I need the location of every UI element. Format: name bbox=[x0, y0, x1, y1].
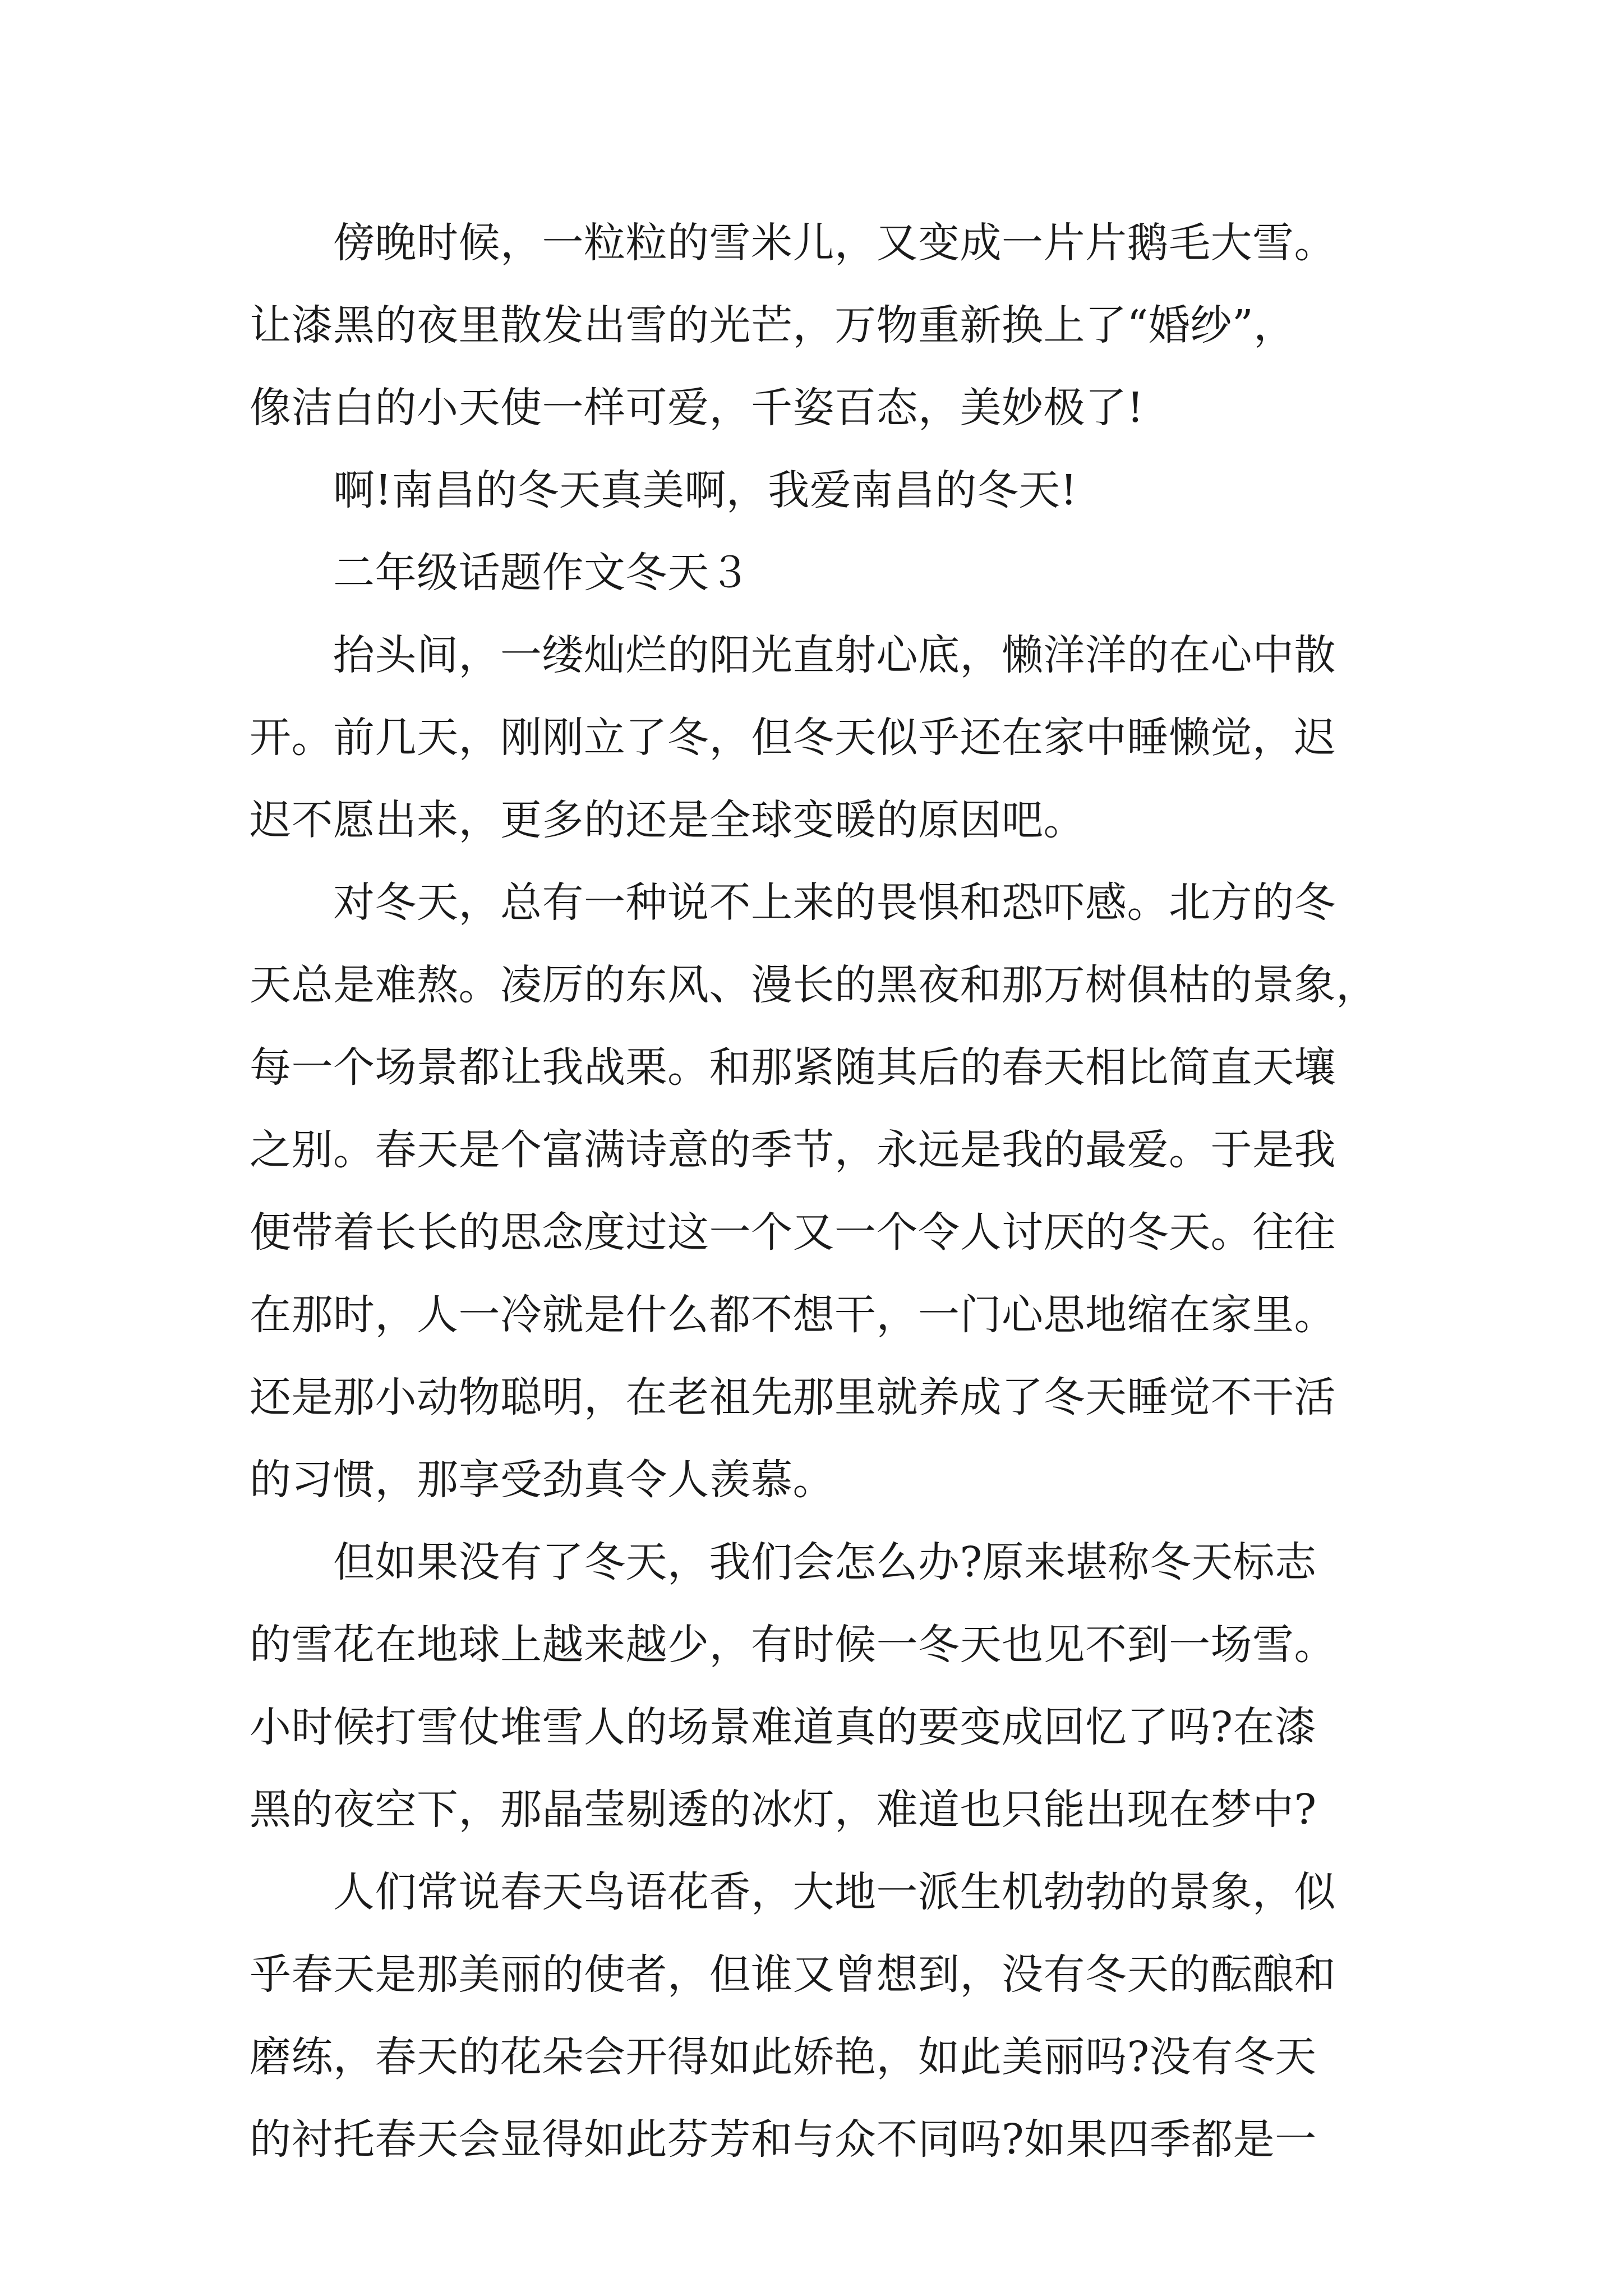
text-line: 傍晚时候，一粒粒的雪米儿，又变成一片片鹅毛大雪。 bbox=[250, 219, 1336, 267]
document-body bbox=[250, 202, 1388, 2181]
text-line: 每一个场景都让我战栗。和那紧随其后的春天相比简直天壤 bbox=[250, 1043, 1336, 1092]
text-line: 的衬托春天会显得如此芬芳和与众不同吗?如果四季都是一 bbox=[250, 2115, 1317, 2164]
text-line: 磨练，春天的花朵会开得如此娇艳，如此美丽吗?没有冬天 bbox=[250, 2033, 1317, 2081]
text-line: 的雪花在地球上越来越少，有时候一冬天也见不到一场雪。 bbox=[250, 1621, 1336, 1669]
paragraph bbox=[250, 1851, 1388, 2181]
text-line: 抬头间，一缕灿烂的阳光直射心底，懒洋洋的在心中散 bbox=[250, 631, 1336, 679]
text-line: 但如果没有了冬天，我们会怎么办?原来堪称冬天标志 bbox=[250, 1538, 1317, 1586]
paragraph bbox=[250, 449, 1388, 532]
text-line: 黑的夜空下，那晶莹剔透的冰灯，难道也只能出现在梦中? bbox=[250, 1786, 1317, 1834]
text-line: 在那时，人一冷就是什么都不想干，一门心思地缩在家里。 bbox=[250, 1291, 1336, 1339]
text-line: 小时候打雪仗堆雪人的场景难道真的要变成回忆了吗?在漆 bbox=[250, 1703, 1317, 1751]
text-line: 让漆黑的夜里散发出雪的光芒，万物重新换上了“婚纱”， bbox=[250, 301, 1295, 349]
text-line: 像洁白的小天使一样可爱，千姿百态，美妙极了! bbox=[250, 384, 1144, 432]
text-line: 便带着长长的思念度过这一个又一个令人讨厌的冬天。往往 bbox=[250, 1208, 1336, 1257]
text-line: 二年级话题作文冬天３ bbox=[250, 549, 751, 597]
text-line: 还是那小动物聪明，在老祖先那里就养成了冬天睡觉不干活 bbox=[250, 1373, 1336, 1421]
paragraph bbox=[250, 532, 1388, 614]
text-line: 开。前几天，刚刚立了冬，但冬天似乎还在家中睡懒觉，迟 bbox=[250, 714, 1336, 762]
text-line: 对冬天，总有一种说不上来的畏惧和恐吓感。北方的冬 bbox=[250, 878, 1336, 927]
text-line: 天总是难熬。凌厉的东风、漫长的黑夜和那万树俱枯的景象， bbox=[250, 961, 1378, 1009]
paragraph bbox=[250, 202, 1388, 449]
text-line: 迟不愿出来，更多的还是全球变暖的原因吧。 bbox=[250, 796, 1085, 844]
paragraph bbox=[250, 1521, 1388, 1851]
paragraph bbox=[250, 614, 1388, 862]
paragraph bbox=[250, 862, 1388, 1521]
text-line: 人们常说春天鸟语花香，大地一派生机勃勃的景象，似 bbox=[250, 1868, 1336, 1916]
text-line: 乎春天是那美丽的使者，但谁又曾想到，没有冬天的酝酿和 bbox=[250, 1950, 1336, 1999]
text-line: 之别。春天是个富满诗意的季节，永远是我的最爱。于是我 bbox=[250, 1126, 1336, 1174]
text-line: 啊!南昌的冬天真美啊，我爱南昌的冬天! bbox=[250, 466, 1077, 514]
text-line: 的习惯，那享受劲真令人羡慕。 bbox=[250, 1456, 834, 1504]
